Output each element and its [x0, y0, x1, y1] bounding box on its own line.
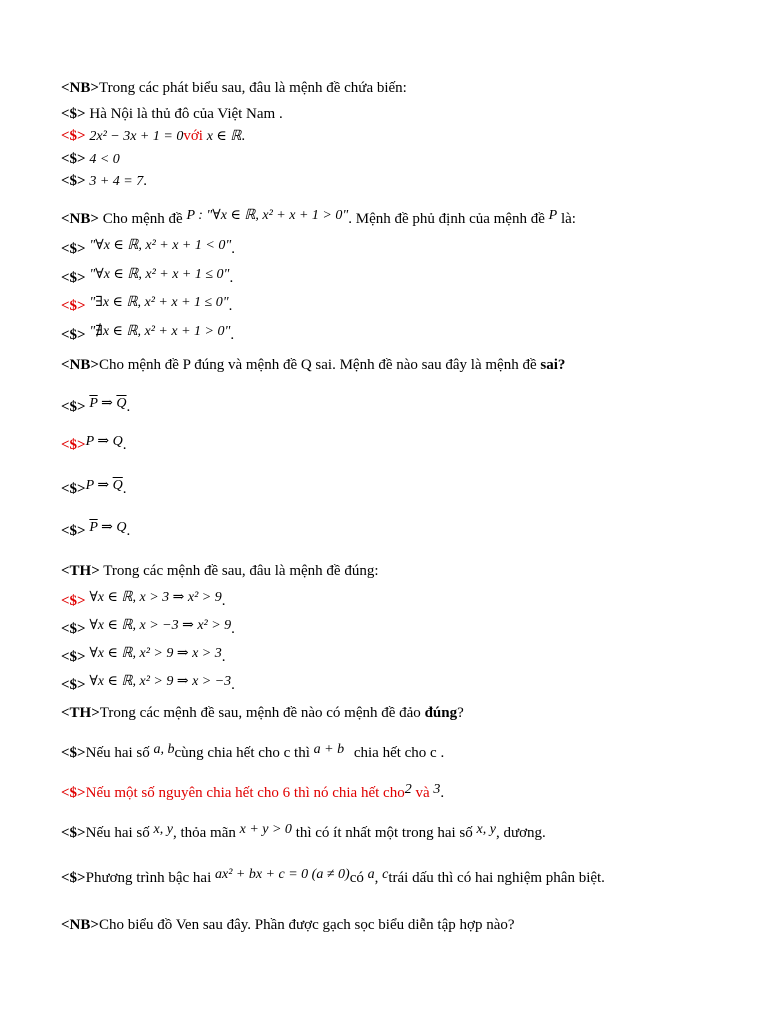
question-2	[61, 210, 576, 229]
option-text-2: có	[349, 870, 364, 886]
option-math: "∀x ∈ ℝ, x² + x + 1 < 0"	[89, 238, 232, 253]
option-tag: <$>	[61, 151, 86, 167]
option-math: x, y	[153, 822, 173, 837]
option-tag: <$>	[61, 437, 86, 453]
option-math-right: Q	[112, 434, 123, 449]
option-1b-correct: <$> 2x² − 3x + 1 = 0với x ∈ ℝ.	[61, 128, 246, 144]
option-math: ∀x ∈ ℝ, x² > 9 ⇒ x > −3	[89, 674, 232, 689]
question-1	[61, 79, 407, 97]
option-5b-correct: <$>Nếu một số nguyên chia hết cho 6 thì nó chia hết cho2 và 3.	[61, 782, 445, 801]
option-math-3: c	[382, 867, 389, 882]
option-math-left: $\overline{P}$	[89, 520, 98, 535]
question-math-2: P	[548, 208, 558, 223]
option-4b: <$> ∀x ∈ ℝ, x > −3 ⇒ x² > 9.	[61, 618, 235, 637]
question-bold: đúng	[424, 705, 458, 721]
option-tag: <$>	[61, 173, 86, 189]
level-tag: <TH>	[61, 563, 100, 579]
option-2a: <$> "∀x ∈ ℝ, x² + x + 1 < 0".	[61, 238, 235, 257]
option-math-2: a	[367, 867, 375, 882]
option-math: ∀x ∈ ℝ, x² > 9 ⇒ x > 3	[89, 646, 222, 661]
option-math: "∄x ∈ ℝ, x² + x + 1 > 0"	[89, 324, 231, 339]
option-math: 3 + 4 = 7	[89, 174, 144, 189]
option-4d: <$> ∀x ∈ ℝ, x² > 9 ⇒ x > −3.	[61, 674, 235, 693]
option-text: Phương trình bậc hai	[85, 870, 212, 886]
option-tag: <$>	[61, 241, 86, 257]
level-tag: <TH>	[61, 705, 100, 721]
option-math: ax² + bx + c = 0 (a ≠ 0)	[214, 867, 350, 882]
option-1a	[61, 105, 283, 123]
question-6	[61, 916, 515, 934]
question-5: <TH>Trong các mệnh đề sau, mệnh đề nào có mệnh đề đảo đúng?	[61, 705, 464, 721]
option-tag: <$>	[61, 870, 86, 886]
option-text-4: , dương.	[495, 825, 546, 841]
option-text-3: ,	[374, 870, 379, 886]
option-tag: <$>	[61, 621, 86, 637]
option-text: Nếu hai số	[85, 825, 150, 841]
option-math-left: P	[85, 478, 94, 493]
question-text-3: là:	[560, 211, 576, 227]
option-tag: <$>	[61, 677, 86, 693]
option-text: Nếu một số nguyên chia hết cho 6 thì nó chia hết cho	[85, 785, 405, 801]
option-math-2: x + y > 0	[239, 822, 292, 837]
option-math-2: x ∈ ℝ	[206, 129, 242, 144]
option-math: a, b	[153, 742, 175, 757]
option-5d	[61, 869, 605, 888]
question-text: Trong các mệnh đề sau, mệnh đề nào có mệnh đề đảo	[99, 705, 421, 721]
option-tag: <$>	[61, 270, 86, 286]
option-3b-correct: <$>P ⇒ Q.	[61, 434, 127, 453]
option-4c: <$> ∀x ∈ ℝ, x² > 9 ⇒ x > 3.	[61, 646, 226, 665]
option-1c	[61, 150, 120, 169]
option-tag: <$>	[61, 481, 86, 497]
option-2b: <$> "∀x ∈ ℝ, x² + x + 1 ≤ 0".	[61, 267, 234, 286]
option-3a: <$> $\overline{P}$ ⇒ $\overline{Q}$.	[61, 396, 131, 415]
option-tag: <$>	[61, 649, 86, 665]
option-tag: <$>	[61, 825, 86, 841]
level-tag: <NB>	[61, 80, 99, 96]
question-text-2: . Mệnh đề phủ định của mệnh đề	[348, 211, 545, 227]
option-math-right: $\overline{Q}$	[116, 396, 127, 411]
option-tag: <$>	[61, 128, 86, 144]
option-math-right: Q	[116, 520, 127, 535]
option-4a-correct: <$> ∀x ∈ ℝ, x > 3 ⇒ x² > 9.	[61, 590, 226, 609]
option-math: ∀x ∈ ℝ, x > −3 ⇒ x² > 9	[89, 618, 232, 633]
option-tag: <$>	[61, 399, 86, 415]
question-text: Cho mệnh đề P đúng và mệnh đề Q sai. Mệnh đề nào sau đây là mệnh đề	[98, 357, 537, 373]
option-math-left: P	[85, 434, 94, 449]
option-math-right: $\overline{Q}$	[112, 478, 123, 493]
option-text: với	[183, 128, 203, 144]
question-4	[61, 562, 378, 580]
option-math: 4 < 0	[89, 152, 120, 167]
option-text-2: và	[415, 785, 430, 801]
option-tag: <$>	[61, 523, 86, 539]
question-math: P : "∀x ∈ ℝ, x² + x + 1 > 0"	[186, 208, 349, 223]
option-3d: <$> $\overline{P}$ ⇒ Q.	[61, 520, 131, 539]
option-5a	[61, 744, 444, 763]
option-math: 2	[404, 782, 412, 797]
option-3c: <$>P ⇒ $\overline{Q}$.	[61, 478, 127, 497]
option-math: ∀x ∈ ℝ, x > 3 ⇒ x² > 9	[89, 590, 222, 605]
level-tag: <NB>	[61, 211, 99, 227]
option-math: "∃x ∈ ℝ, x² + x + 1 ≤ 0"	[89, 295, 229, 310]
question-text: Trong các phát biểu sau, đâu là mệnh đề chứa biến:	[98, 80, 407, 96]
option-math-3: x, y	[476, 822, 496, 837]
option-tag: <$>	[61, 745, 86, 761]
option-text: Hà Nội là thủ đô của Việt Nam .	[89, 106, 283, 122]
question-bold: sai?	[540, 357, 566, 373]
option-math-2: a + b	[313, 742, 345, 757]
option-2d: <$> "∄x ∈ ℝ, x² + x + 1 > 0".	[61, 324, 235, 343]
option-text-2: cùng chia hết cho c thì	[174, 745, 310, 761]
option-1d: <$> 3 + 4 = 7.	[61, 173, 148, 189]
option-2c-correct: <$> "∃x ∈ ℝ, x² + x + 1 ≤ 0".	[61, 295, 233, 314]
level-tag: <NB>	[61, 917, 99, 933]
question-text: Cho biểu đồ Ven sau đây. Phần được gạch sọc biểu diễn tập hợp nào?	[98, 917, 515, 933]
option-tag: <$>	[61, 106, 86, 122]
option-tag: <$>	[61, 785, 86, 801]
option-math: 2x² − 3x + 1 = 0	[89, 129, 184, 144]
question-text: Cho mệnh đề	[102, 211, 183, 227]
question-3	[61, 356, 565, 374]
option-5c	[61, 824, 546, 843]
option-tag: <$>	[61, 593, 86, 609]
question-text: Trong các mệnh đề sau, đâu là mệnh đề đúng:	[103, 563, 379, 579]
option-math-2: 3	[433, 782, 441, 797]
option-text-3: chia hết cho c .	[353, 745, 445, 761]
option-text-4: trái dấu thì có hai nghiệm phân biệt.	[388, 870, 605, 886]
option-math: "∀x ∈ ℝ, x² + x + 1 ≤ 0"	[89, 267, 230, 282]
level-tag: <NB>	[61, 357, 99, 373]
option-text-3: thì có ít nhất một trong hai số	[295, 825, 473, 841]
option-tag: <$>	[61, 327, 86, 343]
option-tag: <$>	[61, 298, 86, 314]
option-math-left: $\overline{P}$	[89, 396, 98, 411]
option-text: Nếu hai số	[85, 745, 150, 761]
option-text-2: , thỏa mãn	[172, 825, 236, 841]
